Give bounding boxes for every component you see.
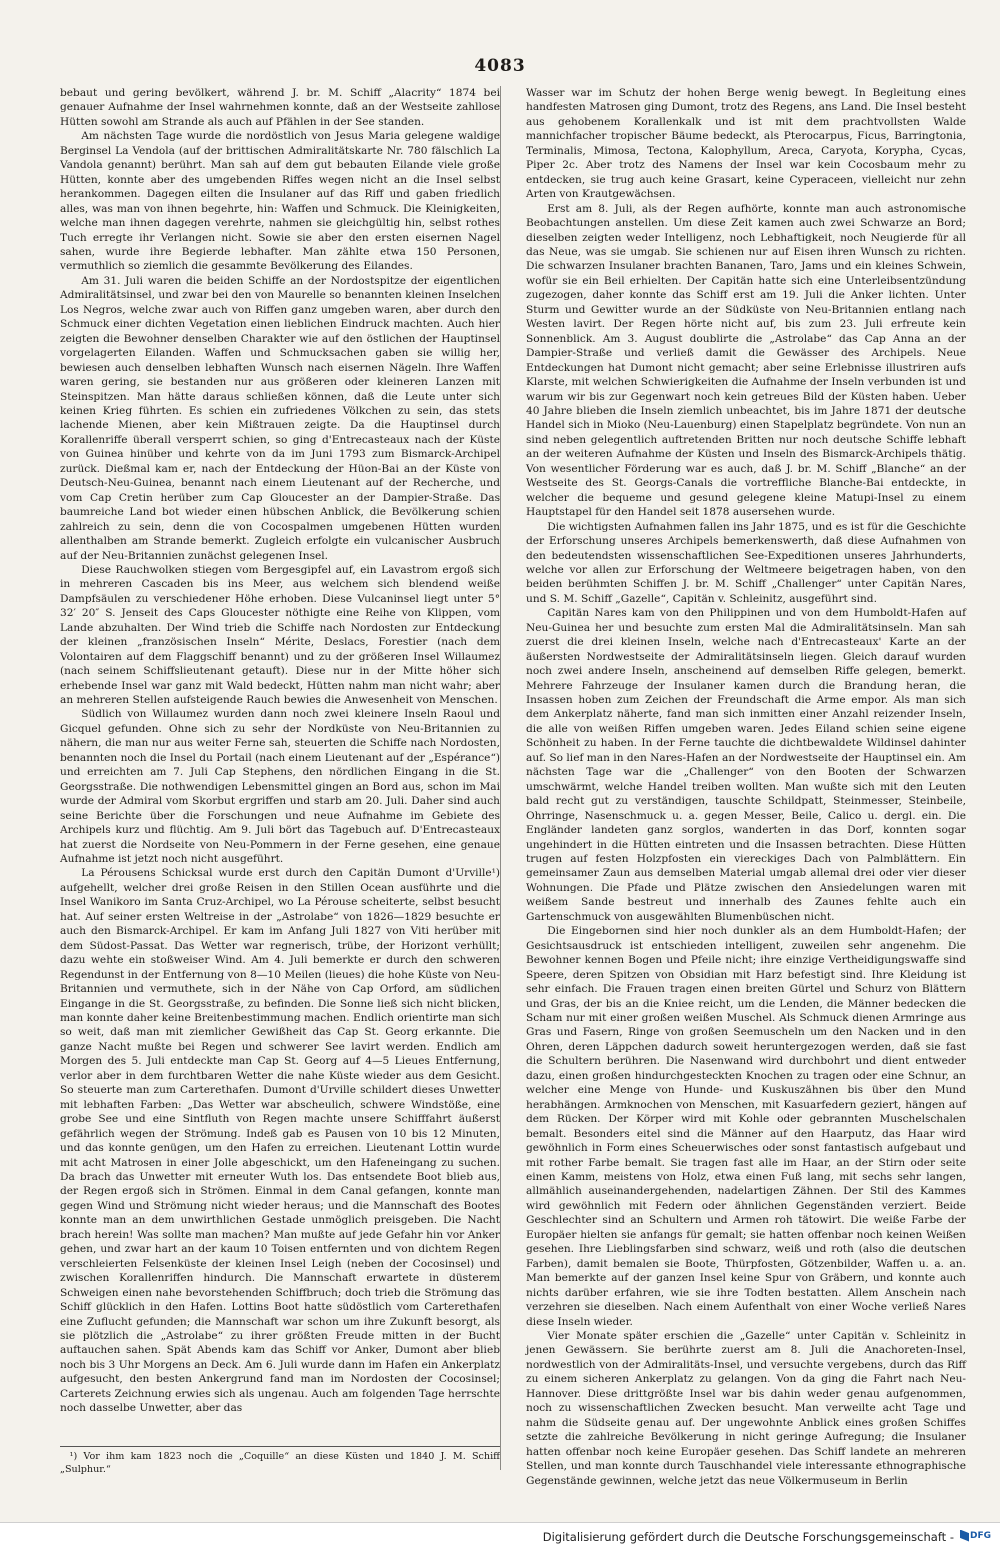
column-divider bbox=[500, 86, 501, 1470]
paragraph: Diese Rauchwolken stiegen vom Bergesgipfel auf, ein Lavastrom ergoß sich in mehreren Cascaden bis ins Meer, aus welchem sich blendend weiße Dampfsäulen zu verschiedener Höhe erhoben. Diese Vulcaninsel liegt unter 5° 32′ 20″ S. Jenseit des Caps Gloucester nöthigte eine Reihe von Klippen, vom Lande abzuhalten. Der Wind trieb die Schiffe nach Nordosten zur Entdeckung der kleinen „französischen Inseln“ Mérite, Deslacs, Forestier (nach dem Volontairen auf dem Flaggschiff benannt) und zu der größeren Insel Willaumez (nach seinem Schiffslieutenant getauft). Diese nur in der Mitte höher sich erhebende Insel war ganz mit Wald bedeckt, Hütten nahm man nicht wahr; aber an mehreren Stellen aufsteigende Rauch bewies die Anwesenheit von Menschen. bbox=[60, 563, 500, 707]
paragraph: Erst am 8. Juli, als der Regen aufhörte, konnte man auch astronomische Beobachtungen anstellen. Um diese Zeit kamen auch zwei Schwarze an Bord; dieselben zeigten weder Intelligenz, noch Lebhaftigkeit, noch Neugierde für all das Neue, was sie umgab. Sie schienen nur auf Eisen ihren Wunsch zu richten. Die schwarzen Insulaner brachten Bananen, Taro, Jams und ein kleines Schwein, wofür sie ein Beil erhielten. Der Capitän hatte sich eine Unterleibsentzündung zugezogen, daher konnte das Schiff erst am 19. Juli die Anker lichten. Unter Sturm und Gewitter wurde an der Südküste von Neu-Britannien entlang nach Westen lavirt. Der Regen hörte nicht auf, bis zum 23. Juli erfreute kein Sonnenblick. Am 3. August doublirte die „Astrolabe“ das Cap Anna an der Dampier-Straße und verließ damit die Gewässer des Archipels. Neue Entdeckungen hat Dumont nicht gemacht; aber seine Erlebnisse illustriren aufs Klarste, mit welchen Schwierigkeiten die Aufnahme der Inseln verbunden ist und warum wir bis zur Gegenwart noch kein getreues Bild der Küsten haben. Ueber 40 Jahre blieben die Inseln ziemlich unbeachtet, bis im Jahre 1871 der deutsche Handel sich in Mioko (Neu-Lauenburg) einen Stapelplatz begründete. Von nun an sind neben gelegentlich auftretenden Britten nur noch deutsche Schiffe lebhaft an der weiteren Aufnahme der Küsten und Inseln des Bismarck-Archipels thätig. Von wesentlicher Förderung war es auch, daß J. br. M. Schiff „Blanche“ an der Westseite des St. Georgs-Canals die vortreffliche Blanche-Bai entdeckte, in welcher die bequeme und gesund gelegene kleine Matupi-Insel zu einem Hauptstapel für den Handel seit 1878 ausersehen wurde. bbox=[526, 202, 966, 519]
paragraph: Am nächsten Tage wurde die nordöstlich von Jesus Maria gelegene waldige Berginsel La Vendola (auf der brittischen Admiralitätskarte Nr. 780 fälschlich La Vandola genannt) berührt. Man sah auf dem gut bebauten Eilande viele große Hütten, konnte aber des umgebenden Riffes wegen nicht an die Insel selbst herankommen. Dagegen eilten die Insulaner auf das Riff und gaben friedlich alles, was man von ihnen begehrte, hin: Waffen und Schmuck. Die Kleinigkeiten, welche man ihnen dagegen verehrte, nahmen sie gleichgültig hin, selbst rothes Tuch erregte ihr Verlangen nicht. Sowie sie aber den ersten eisernen Nagel sahen, wurde ihre Begierde lebhafter. Man zählte etwa 150 Personen, vermuthlich so ziemlich die gesammte Bevölkerung des Eilandes. bbox=[60, 130, 500, 273]
paragraph: Am 31. Juli waren die beiden Schiffe an der Nordostspitze der eigentlichen Admiralitätsinsel, und zwar bei den von Maurelle so benannten kleinen Inselchen Los Negros, welche zwar auch von Riffen ganz umgeben waren, aber durch den Schmuck einer dichten Vegetation einen lieblichen Eindruck machten. Auch hier zeigten die Bewohner denselben Charakter wie auf den östlichen der Hauptinsel vorgelagerten Eilanden. Waffen und Schmucksachen gaben sie willig her, bewiesen auch denselben lebhaften Wunsch nach eisernen Nägeln. Ihre Waffen waren gering, sie bestanden nur aus größeren oder kleineren Lanzen mit Steinspitzen. Man hätte daraus schließen können, daß die Leute unter sich keinen Krieg führten. Es schien ein zufriedenes Völkchen zu sein, das stets lachende Mienen, aber kein Mißtrauen zeigte. Da die Hauptinsel durch Korallenriffe überall versperrt schien, so ging d'Entrecasteaux nach der Küste von Guinea hinüber und kehrte von da im Juni 1793 zum Bismarck-Archipel zurück. Dießmal kam er, nach der Entdeckung der Hüon-Bai an der Küste von Deutsch-Neu-Guinea, benannt nach einem Lieutenant auf der Recherche, und vom Cap Cretin herüber zum Cap Gloucester an der Dampier-Straße. Das baumreiche Land bot wieder einen hübschen Anblick, die Bevölkerung schien zahlreich zu sein, denn die von Cocospalmen umgebenen Hütten wurden allenthalben am Strande bemerkt. Zugleich erfolgte ein vulcanischer Ausbruch auf der Neu-Britannien zunächst gelegenen Insel. bbox=[60, 274, 500, 562]
paragraph: Die wichtigsten Aufnahmen fallen ins Jahr 1875, und es ist für die Geschichte der Erforschung unseres Archipels bemerkenswerth, daß diese Aufnahmen von den bedeutendsten wissenschaftlichen See-Expeditionen unseres Jahrhunderts, welche vor allen zur Erforschung der Weltmeere beigetragen haben, von den beiden berühmten Schiffen J. br. M. Schiff „Challenger“ unter Capitän Nares, und S. M. Schiff „Gazelle“, Capitän v. Schleinitz, ausgeführt sind. bbox=[526, 520, 966, 605]
page-number: 4083 bbox=[474, 56, 526, 76]
text-columns bbox=[60, 86, 966, 1488]
left-column bbox=[60, 86, 500, 1476]
paragraph: Wasser war im Schutz der hohen Berge wenig bewegt. In Begleitung eines handfesten Matrosen ging Dumont, trotz des Regens, ans Land. Die Insel besteht aus gehobenem Korallenkalk und ist mit dem prachtvollsten Walde mannichfacher tropischer Bäume bedeckt, als Pterocarpus, Ficus, Barringtonia, Terminalis, Mimosa, Tectona, Kalophyllum, Areca, Caryota, Korypha, Cycas, Piper 2c. Aber trotz des Namens der Insel war kein Cocosbaum mehr zu entdecken, sie trug auch keine Grasart, keine Cyperaceen, vielleicht nur zehn Arten von Krautgewächsen. bbox=[526, 87, 966, 201]
paragraph: Vier Monate später erschien die „Gazelle“ unter Capitän v. Schleinitz in jenen Gewässern. Sie berührte zuerst am 8. Juli die Anachoreten-Insel, nordwestlich von der Admiralitäts-Insel, und versuchte vergebens, durch das Riff zu einem sicheren Ankerplatz zu gelangen. Von da ging die Fahrt nach Neu-Hannover. Diese drittgrößte Insel war bis dahin weder genau aufgenommen, noch zu wissenschaftlichen Zwecken besucht. Man verweilte acht Tage und nahm die Südseite genau auf. Der ungewohnte Anblick eines großen Schiffes setzte die zahlreiche Bevölkerung in nicht geringe Aufregung; die Insulaner hatten offenbar noch keine Europäer gesehen. Das Schiff landete an mehreren Stellen, und man konnte durch Tauschhandel viele interessante ethnographische Gegenstände gewinnen, welche jetzt das neue Völkermuseum in Berlin bbox=[526, 1329, 966, 1487]
footer-bar bbox=[0, 1522, 1000, 1550]
dfg-mark-icon bbox=[960, 1530, 969, 1542]
paragraph: Südlich von Willaumez wurden dann noch zwei kleinere Inseln Raoul und Gicquel gefunden. Ohne sich zu sehr der Nordküste von Neu-Britannien zu nähern, die man nur aus weiter Ferne sah, steuerten die Schiffe nach Nordosten, benannten noch die Insel du Portail (nach einem Lieutenant auf der „Espérance“) und erreichten am 7. Juli Cap Stephens, den nördlichen Eingang in die St. Georgsstraße. Die nothwendigen Lebensmittel gingen an Bord aus, schon im Mai wurde der Admiral vom Skorbut ergriffen und starb am 20. Juli. Daher sind auch seine Berichte über die Forschungen und neue Aufnahme im Gebiete des Archipels kurz und flüchtig. Am 9. Juli bört das Tagebuch auf. D'Entrecasteaux hat zuerst die Nordseite von Neu-Pommern in der Ferne gesehen, eine genaue Aufnahme ist jetzt noch nicht ausgeführt. bbox=[60, 708, 500, 866]
dfg-logo bbox=[960, 1528, 992, 1543]
footer-credit: Digitalisierung gefördert durch die Deutsche Forschungsgemeinschaft - bbox=[542, 1530, 954, 1544]
paragraph: Die Eingebornen sind hier noch dunkler als an dem Humboldt-Hafen; der Gesichtsausdruck ist entschieden intelligent, zuweilen sehr angenehm. Die Bewohner kennen Bogen und Pfeile nicht; ihre einzige Vertheidigungswaffe sind Speere, deren Spitzen von Obsidian mit Harz befestigt sind. Ihre Kleidung ist sehr einfach. Die Frauen tragen einen breiten Gürtel und Schurz von Blättern und Gras, der bis an die Kniee reicht, um die Lenden, die Männer bedecken die Scham nur mit einer großen weißen Muschel. Als Schmuck dienen Armringe aus Gras und Fasern, Ringe von großen Seemuscheln um den Nacken und in den Ohren, deren Läppchen dadurch soweit heruntergezogen werden, daß sie fast die Schultern berühren. Die Nasenwand wird durchbohrt und dient entweder dazu, einen großen hindurchgesteckten Knochen zu tragen oder eine Schnur, an welcher eine Menge von Hunde- und Kuskuszähnen bis über den Mund herabhängen. Armknochen von Menschen, mit Kasuarfedern geziert, hängen auf dem Rücken. Der Körper wird mit Kohle oder gebrannten Muschelschalen bemalt. Besonders eitel sind die Männer auf den Haarputz, das Haar wird gewöhnlich in Form eines Scheuerwisches oder sonst fantastisch aufgebaut und mit rother Farbe bemalt. Sie tragen fast alle im Haar, an der Stirn oder seite einen Kamm, meistens von Holz, etwa einen Fuß lang, mit sechs sehr langen, allmählich auseinandergehenden, nadelartigen Zähnen. Der Stil des Kammes wird gewöhnlich mit Federn oder ähnlichen Gegenständen verziert. Beide Geschlechter sind an Schultern und Armen roh tätowirt. Die weiße Farbe der Europäer hielten sie anfangs für gemalt; sie hatten offenbar noch keinen Weißen gesehen. Ihre Lieblingsfarben sind schwarz, weiß und roth (also die deutschen Farben), damit bemalen sie Boote, Thürpfosten, Götzenbilder, Waffen u. a. an. Man bemerkte auf der ganzen Insel keine Spur von Gräbern, und konnte auch nichts darüber erfahren, wie sie ihre Todten bestatten. Allem Anschein nach verzehren sie dieselben. Nach einem Aufenthalt von einer Woche verließ Nares diese Inseln wieder. bbox=[526, 925, 966, 1328]
paragraph: Capitän Nares kam von den Philippinen und von dem Humboldt-Hafen auf Neu-Guinea her und besuchte zum ersten Mal die Admiralitätsinseln. Man sah zuerst die drei kleinen Inseln, welche nach d'Entrecasteaux' Karte an der äußersten Nordwestseite der Admiralitätsinseln liegen. Gleich darauf wurden noch zwei andere Inseln, anscheinend auf demselben Riffe gelegen, bemerkt. Mehrere Fahrzeuge der Insulaner kamen durch die Brandung heran, die Insassen hoben zum Zeichen der Freundschaft die Arme empor. Als man sich dem Ankerplatz näherte, fand man sich inmitten einer Anzahl reizender Inseln, die alle von weißen Riffen umgeben waren. Jedes Eiland schien seine eigene Schönheit zu haben. In der Ferne tauchte die dichtbewaldete Wildinsel dahinter auf. So lief man in den Nares-Hafen an der Nordwestseite der Hauptinsel ein. Am nächsten Tage war die „Challenger“ von den Booten der Schwarzen umschwärmt, welche Handel treiben wollten. Man wußte sich mit den Leuten bald recht gut zu verständigen, tauschte Schildpatt, Steinmesser, Steinbeile, Ohrringe, Nasenschmuck u. a. gegen Messer, Beile, Calico u. dergl. ein. Die Engländer landeten ganz sorglos, wanderten in das Dorf, konnten sogar ungehindert in die Hütten eintreten und die Insassen betrachten. Diese Hütten trugen auf festen Holzpfosten ein viereckiges Dach von Palmblättern. Ein gemeinsamer Zaun aus demselben Material umgab allemal drei oder vier dieser Wohnungen. Die Pfade und Plätze zwischen den Ansiedelungen waren mit weißem Sande bestreut und innerhalb des Zaunes fehlte auch ein Gartenschmuck von ausgewählten Blumenbüschen nicht. bbox=[526, 607, 966, 923]
right-column bbox=[526, 86, 966, 1488]
paragraph: bebaut und gering bevölkert, während J. br. M. Schiff „Alacrity“ 1874 bei genauer Aufnahme der Insel wahrnehmen konnte, daß an der Westseite zahllose Hütten sowohl am Strande als auch auf Pfählen in der See standen. bbox=[60, 87, 500, 128]
footnote-text: ¹) Vor ihm kam 1823 noch die „Coquille“ an diese Küsten und 1840 J. M. Schiff „Sulphur.“ bbox=[60, 1451, 500, 1475]
footnote bbox=[60, 1446, 500, 1476]
paragraph: La Pérousens Schicksal wurde erst durch den Capitän Dumont d'Urville¹) aufgehellt, welcher drei große Reisen in den Stillen Ocean ausführte und die Insel Wanikoro im Santa Cruz-Archipel, wo La Pérouse scheiterte, selbst besucht hat. Auf seiner ersten Weltreise in der „Astrolabe“ von 1826—1829 besuchte er auch den Bismarck-Archipel. Er kam im Anfang Juli 1827 von Viti herüber mit dem Südost-Passat. Das Wetter war regnerisch, trübe, der Horizont verhüllt; dazu wehte ein stoßweiser Wind. Am 4. Juli bemerkte er durch den schweren Regendunst in der Entfernung von 8—10 Meilen (lieues) die hohe Küste von Neu-Britannien und vermuthete, sich in der Nähe von Cap Orford, am südlichen Eingange in die St. Georgsstraße, zu befinden. Die Sonne ließ sich nicht blicken, man konnte daher keine Breitenbestimmung machen. Endlich orientirte man sich so weit, daß man mit ziemlicher Gewißheit das Cap St. Georg erkannte. Die ganze Nacht mußte bei Regen und schwerer See lavirt werden. Endlich am Morgen des 5. Juli entdeckte man Cap St. Georg auf 4—5 Lieues Entfernung, verlor aber in dem furchtbaren Wetter die nahe Küste wieder aus dem Gesicht. So steuerte man zum Carterethafen. Dumont d'Urville schildert dieses Unwetter mit lebhaften Farben: „Das Wetter war abscheulich, schwere Windstöße, eine grobe See und eine Sintfluth von Regen machte unsere Schifffahrt äußerst gefährlich wegen der Strömung. Indeß gab es Pausen von 10 bis 12 Minuten, und das konnte genügen, um den Hafen zu erreichen. Lieutenant Lottin wurde mit acht Matrosen in einer Jolle abgeschickt, um den Hafeneingang zu suchen. Da brach das Unwetter mit erneuter Wuth los. Das entsendete Boot blieb aus, der Regen ergoß sich in Strömen. Einmal in dem Canal gefangen, konnte man gegen Wind und Strömung nicht wieder heraus; und die Mannschaft des Bootes konnte man an dem unwirthlichen Gestade unmöglich preisgeben. Die Nacht brach herein! Was sollte man machen? Man mußte auf jede Gefahr hin vor Anker gehen, und zwar hart an der kaum 10 Toisen entfernten und von dichtem Regen verschleierten Felsenküste der kleinen Insel Leigh (neben der Cocosinsel) und zwischen Korallenriffen hindurch. Die Mannschaft erwartete in düsterem Schweigen einen nahe bevorstehenden Schiffbruch; doch trieb die Strömung das Schiff glücklich in den Hafen. Lottins Boot hatte südöstlich vom Carterethafen eine Zuflucht gefunden; die Mannschaft war schon um ihre Zukunft besorgt, als sie plötzlich die „Astrolabe“ zu ihrer größten Freude mitten in der Bucht auftauchen sahen. Spät Abends kam das Schiff vor Anker, Dumont aber blieb noch bis 3 Uhr Morgens an Deck. Am 6. Juli wurde dann im Hafen ein Ankerplatz aufgesucht, den besten Ankergrund fand man im Nordosten der Cocosinsel; Carterets Zeichnung erwies sich als ungenau. Auch am folgenden Tage herrschte noch dasselbe Unwetter, aber das bbox=[60, 867, 500, 1415]
dfg-logo-text: DFG bbox=[970, 1530, 992, 1541]
